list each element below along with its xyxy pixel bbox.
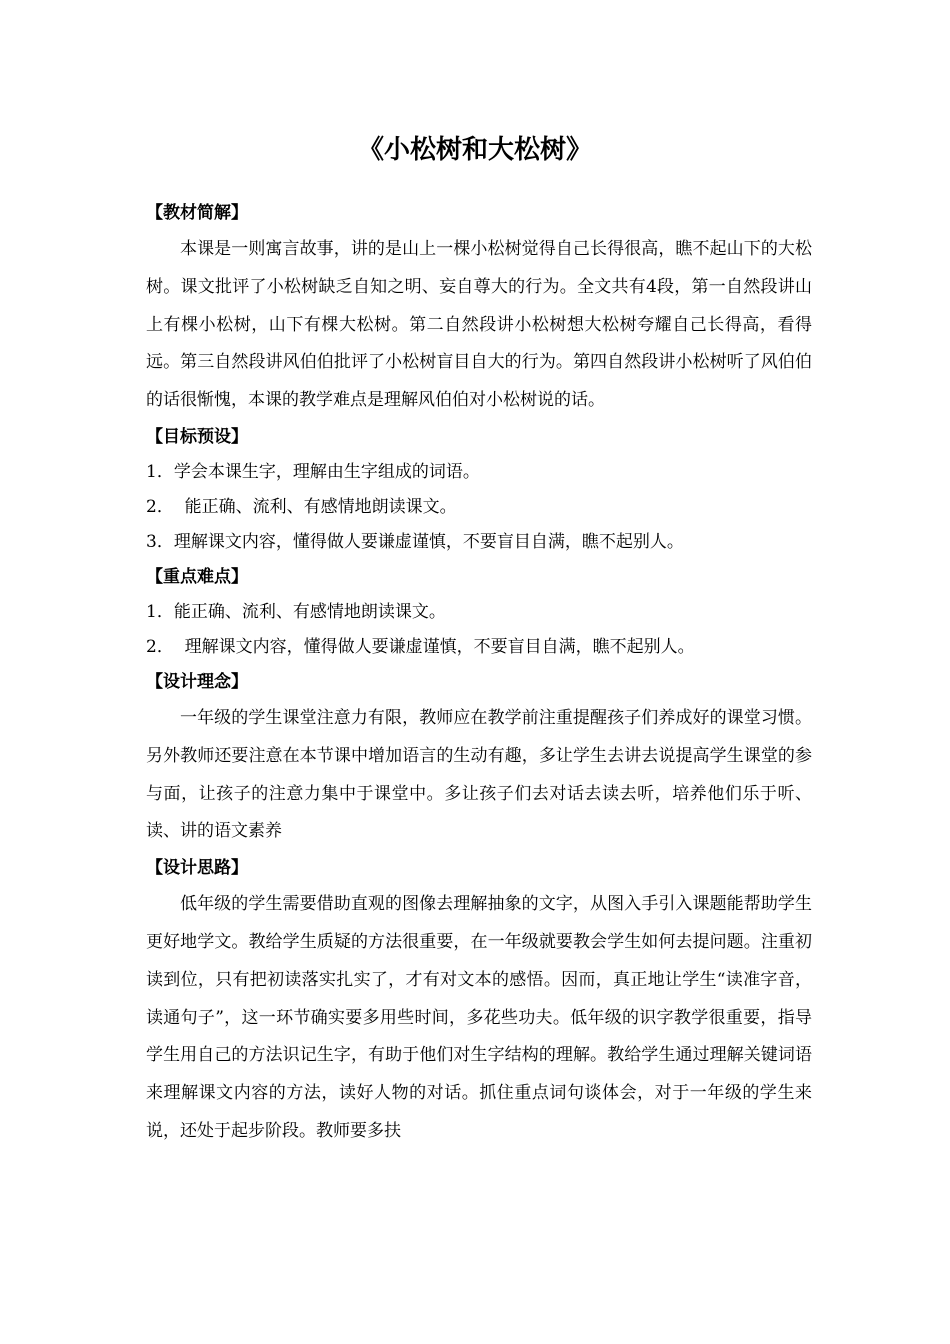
section-textbook-analysis (146, 196, 812, 420)
document-body (146, 196, 812, 1151)
section-key-points (146, 560, 812, 665)
list-item-text: 理解课文内容，懂得做人要谦虚谨慎，不要盲目自满，瞧不起别人。 (173, 636, 695, 657)
list-item-text: 能正确、流利、有感情地朗读课文。 (173, 601, 446, 622)
list-item-text: 能正确、流利、有感情地朗读课文。 (173, 496, 457, 517)
list-item (146, 630, 812, 665)
list-item-number: 1． (146, 601, 174, 622)
section-paragraph: 低年级的学生需要借助直观的图像去理解抽象的文字，从图入手引入课题能帮助学生更好地学文。教给学生质疑的方法很重要，在一年级就要教会学生如何去提问题。注重初读到位，只有把初读落实扎实了，才有对文本的感悟。因而，真正地让学生“读准字音，读通句子”，这一环节确实要多用些时间，多花些功夫。低年级的识字教学很重要，指导学生用自己的方法识记生字，有助于他们对生字结构的理解。教给学生通过理解关键词语来理解课文内容的方法，读好人物的对话。抓住重点词句谈体会，对于一年级的学生来说，还处于起步阶段。教师要多扶 (146, 894, 812, 1141)
list-item (146, 455, 812, 490)
section-heading: 【教材简解】 (146, 203, 248, 223)
list-item-text: 理解课文内容，懂得做人要谦虚谨慎，不要盲目自满，瞧不起别人。 (173, 531, 684, 552)
section-heading: 【重点难点】 (146, 566, 248, 587)
list-item (146, 595, 812, 630)
list-item-number: 3． (146, 531, 174, 552)
section-design-concept (146, 665, 812, 851)
section-goals (146, 420, 812, 560)
list-item-number: 2． (146, 636, 174, 657)
list-item (146, 490, 812, 525)
section-paragraph: 本课是一则寓言故事，讲的是山上一棵小松树觉得自己长得很高，瞧不起山下的大松树。课文批评了小松树缺乏自知之明、妄自尊大的行为。全文共有4段，第一自然段讲山上有棵小松树，山下有棵大松树。第二自然段讲小松树想大松树夸耀自己长得高，看得远。第三自然段讲风伯伯批评了小松树盲目自大的行为。第四自然段讲小松树听了风伯伯的话很惭愧，本课的教学难点是理解风伯伯对小松树说的话。 (146, 239, 812, 411)
section-design-approach (146, 851, 812, 1151)
document-title: 《小松树和大松树》 (357, 135, 592, 165)
section-heading: 【设计思路】 (146, 858, 248, 879)
list-item-number: 2． (146, 496, 174, 517)
list-item-text: 学会本课生字，理解由生字组成的词语。 (173, 461, 480, 482)
section-heading: 【目标预设】 (146, 426, 248, 447)
section-paragraph: 一年级的学生课堂注意力有限，教师应在教学前注重提醒孩子们养成好的课堂习惯。另外教师还要注意在本节课中增加语言的生动有趣，多让学生去讲去说提高学生课堂的参与面，让孩子的注意力集中于课堂中。多让孩子们去对话去读去听，培养他们乐于听、读、讲的语文素养 (146, 707, 812, 842)
list-item (146, 525, 812, 560)
section-heading: 【设计理念】 (146, 671, 248, 692)
list-item-number: 1． (146, 461, 174, 482)
